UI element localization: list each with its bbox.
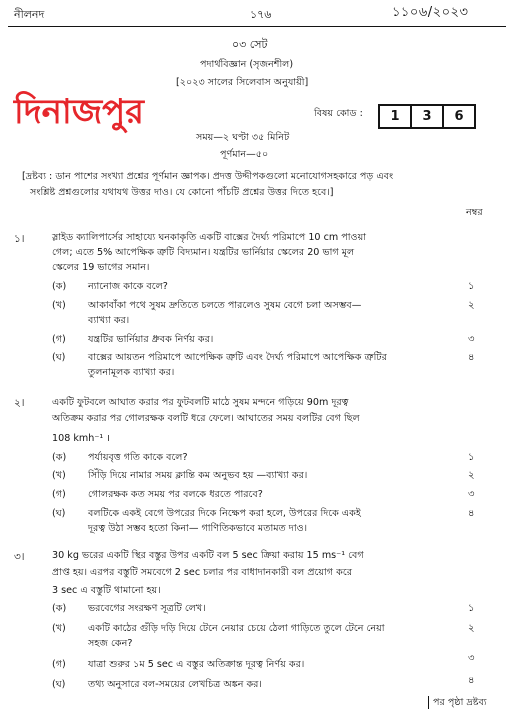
subject-title: পদার্থবিজ্ঞান (সৃজনশীল) — [200, 59, 294, 70]
part-mark: ৪ — [468, 675, 475, 686]
part-label: (ঘ) — [52, 679, 66, 690]
subject-code-digit: 1 — [380, 106, 412, 127]
part-mark: ৩ — [468, 653, 475, 664]
part-label: (খ) — [52, 300, 66, 311]
exam-time: সময়—২ ঘণ্টা ৩৫ মিনিট — [196, 132, 290, 143]
part-label: (খ) — [52, 470, 66, 481]
instructions-line-2: সংশ্লিষ্ট প্রশ্নগুলোর যথাযথ উত্তর দাও। যে কোনো পাঁচটি প্রশ্নের উত্তর দিতে হবে।] — [30, 187, 334, 198]
header-rule — [8, 26, 506, 27]
subject-code-label: বিষয় কোড : — [314, 108, 363, 119]
part-text: গোলরক্ষক কত সময় পর বলকে ধরতে পারবে? — [88, 489, 263, 500]
question-stem-line: 3 sec এ বস্তুটি থামানো হয়। — [52, 585, 161, 596]
part-text: তুলনামূলক ব্যাখ্যা কর। — [88, 367, 175, 378]
part-mark: ২ — [468, 300, 475, 311]
part-label: (খ) — [52, 623, 66, 634]
part-label: (গ) — [52, 489, 66, 500]
part-text: একটি কাঠের গুঁড়ি দড়ি দিয়ে টেনে নেয়ার চেয়ে ঠেলা গাড়িতে তুলে টেনে নেয়া — [88, 623, 385, 634]
part-text: পর্যায়বৃত্ত গতি কাকে বলে? — [88, 452, 188, 463]
question-stem-line: গেল; এতে 5% আপেক্ষিক ত্রুটি বিদ্যমান। যন্ত্রটির ভার্নিয়ার স্কেলের 20 ভাগ মূল — [52, 247, 355, 258]
part-label: (ক) — [52, 452, 67, 463]
part-text: সহজ কেন? — [88, 638, 133, 649]
part-label: (ক) — [52, 281, 67, 292]
part-label: (গ) — [52, 334, 66, 345]
subject-code-digit: 3 — [412, 106, 444, 127]
part-mark: ১ — [468, 452, 475, 463]
part-mark: ৪ — [468, 352, 475, 363]
header-center-label: ১৭৬ — [250, 8, 272, 21]
question-number: ৩। — [14, 551, 25, 563]
part-label: (গ) — [52, 659, 66, 670]
part-mark: ৪ — [468, 508, 475, 519]
part-text: তথ্য অনুসারে বল-সময়ের লেখচিত্র অঙ্কন কর। — [88, 679, 262, 690]
question-stem-line: 108 kmh⁻¹ । — [52, 433, 110, 444]
instructions-line-1: [দ্রষ্টব্য : ডান পাশের সংখ্যা প্রশ্নের পূর্ণমান জ্ঞাপক। প্রদত্ত উদ্দীপকগুলো মনোযোগসহকারে পড় এবং — [22, 171, 394, 182]
part-text: আকাবাঁকা পথে সুষম দ্রুতিতে চলতে পারলেও সুষম বেগে চলা অসম্ভব— — [88, 300, 362, 311]
marks-column-header: নম্বর — [466, 207, 483, 218]
part-mark: ২ — [468, 470, 475, 481]
part-text: যন্ত্রটির ভার্নিয়ার ধ্রুবক নির্ণয় কর। — [88, 334, 214, 345]
part-mark: ২ — [468, 623, 475, 634]
part-label: (ঘ) — [52, 508, 66, 519]
full-marks: পূর্ণমান—৫০ — [220, 149, 269, 160]
question-stem-line: স্লাইড ক্যালিপার্সের সাহায্যে ঘনকাকৃতি একটি বাক্সের দৈর্ঘ্য পরিমাপে 10 cm পাওয়া — [52, 232, 367, 243]
part-text: ন্যানোজ কাকে বলে? — [88, 281, 168, 292]
subject-code-digit: 6 — [454, 109, 464, 124]
question-stem-line: অতিক্রম করার পর গোলরক্ষক বলটি ধরে ফেলে। আঘাতের সময় বলটির বেগ ছিল — [52, 413, 360, 424]
part-text: যাত্রা শুরুর ১ম 5 sec এ বস্তুর অতিক্রান্ত দূরত্ব নির্ণয় কর। — [88, 659, 305, 670]
part-text: দূরত্ব উঠা সম্ভব হতো কিনা— গাণিতিকভাবে মতামত দাও। — [88, 523, 308, 534]
subject-code-box — [378, 104, 476, 129]
syllabus-note: [২০২৩ সালের সিলেবাস অনুযায়ী] — [176, 77, 309, 88]
part-text: ব্যাখ্যা কর। — [88, 315, 130, 326]
footer-next-page-note: পর পৃষ্ঠা দ্রষ্টব্য — [428, 696, 487, 709]
part-label: (ঘ) — [52, 352, 66, 363]
header-right-label: ১১০৬/২০২৩ — [392, 5, 469, 20]
question-number: ২। — [14, 397, 25, 409]
board-name: দিনাজপুর — [14, 92, 144, 132]
part-mark: ৩ — [468, 334, 475, 345]
set-title: ০৩ সেট — [232, 38, 268, 51]
header-left-label: নীলনদ — [14, 8, 45, 21]
part-text: বাক্সের আয়তন পরিমাপে আপেক্ষিক ত্রুটি এবং দৈর্ঘ্য পরিমাপে আপেক্ষিক ত্রুটির — [88, 352, 387, 363]
part-text: ভরবেগের সংরক্ষণ সূত্রটি লেখ। — [88, 603, 206, 614]
part-mark: ১ — [468, 603, 475, 614]
part-mark: ৩ — [468, 489, 475, 500]
part-text: সিঁড়ি দিয়ে নামার সময় ক্লান্তি কম অনুভব হয় —ব্যাখ্যা কর। — [88, 470, 308, 481]
question-stem-line: 30 kg ভরের একটি স্থির বস্তুর উপর একটি বল 5 sec ক্রিয়া করায় 15 ms⁻¹ বেগ — [52, 550, 364, 561]
question-stem-line: প্রাপ্ত হয়। এরপর বস্তুটি সমবেগে 2 sec চলার পর বাধাদানকারী বল প্রয়োগ করে — [52, 567, 352, 578]
question-number: ১। — [14, 233, 25, 245]
question-stem-line: স্কেলের 19 ভাগের সমান। — [52, 262, 150, 273]
part-mark: ১ — [468, 281, 475, 292]
part-text: বলটিকে একই বেগে উপরের দিকে নিক্ষেপ করা হলে, উপরের দিকে একই — [88, 508, 361, 519]
part-label: (ক) — [52, 603, 67, 614]
question-stem-line: একটি ফুটবলে আঘাত করার পর ফুটবলটি মাঠে সুষম মন্দনে গড়িয়ে 90m দূরত্ব — [52, 397, 349, 408]
